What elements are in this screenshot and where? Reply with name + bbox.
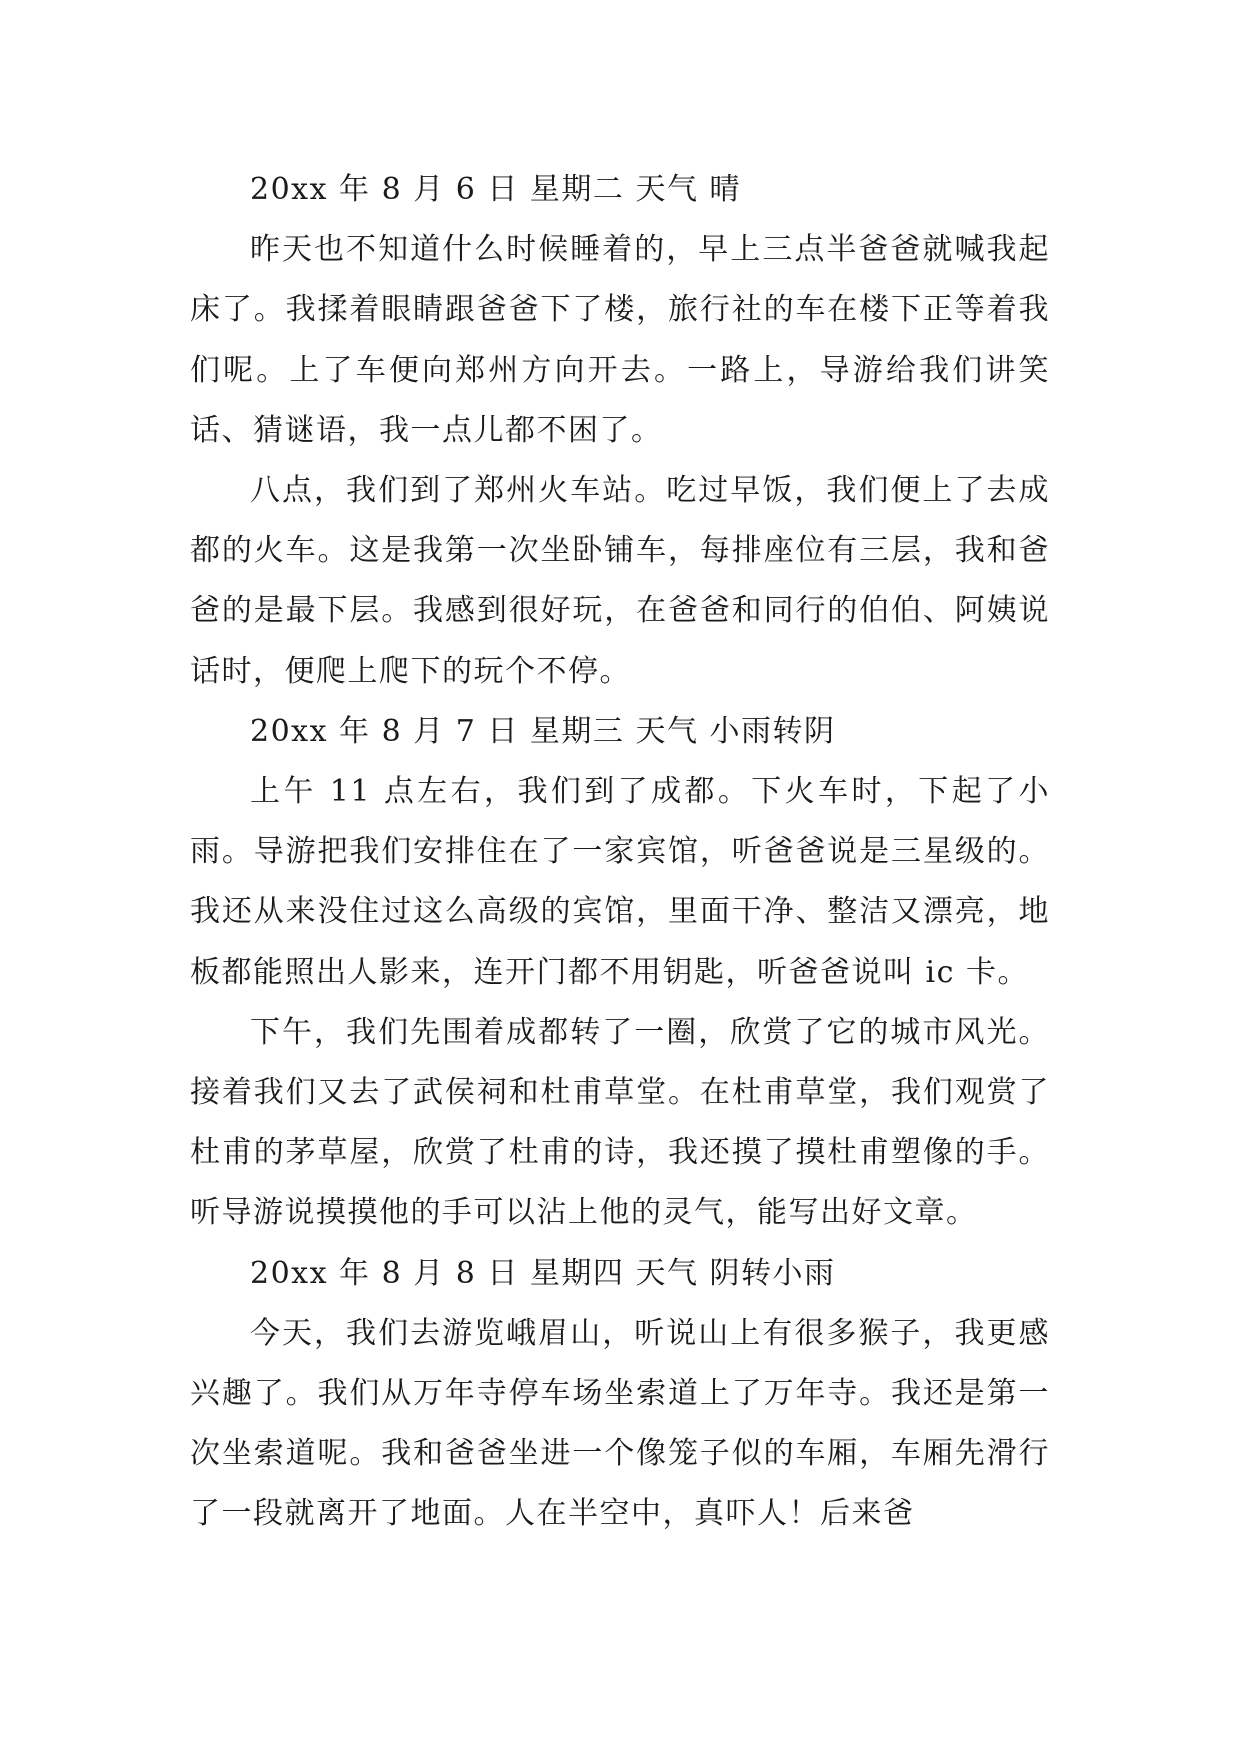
body-paragraph: 今天，我们去游览峨眉山，听说山上有很多猴子，我更感兴趣了。我们从万年寺停车场坐索道上了万年寺。我还是第一次坐索道呢。我和爸爸坐进一个像笼子似的车厢，车厢先滑行了一段就离开了地面。人在半空中，真吓人！后来爸 <box>190 1315 1050 1532</box>
diary-date-heading: 20xx 年 8 月 7 日 星期三 天气 小雨转阴 <box>250 713 836 749</box>
body-paragraph: 下午，我们先围着成都转了一圈，欣赏了它的城市风光。接着我们又去了武侯祠和杜甫草堂。在杜甫草堂，我们观赏了杜甫的茅草屋，欣赏了杜甫的诗，我还摸了摸杜甫塑像的手。听导游说摸摸他的手可以沾上他的灵气，能写出好文章。 <box>190 1014 1050 1231</box>
diary-date-heading: 20xx 年 8 月 6 日 星期二 天气 晴 <box>250 172 741 207</box>
body-paragraph: 上午 11 点左右，我们到了成都。下火车时，下起了小雨。导游把我们安排住在了一家宾馆，听爸爸说是三星级的。我还从来没住过这么高级的宾馆，里面干净、整洁又漂亮，地板都能照出人影来，连开门都不用钥匙，听爸爸说叫 ic 卡。 <box>190 774 1050 990</box>
diary-date-heading: 20xx 年 8 月 8 日 星期四 天气 阴转小雨 <box>250 1255 836 1291</box>
document-body <box>190 160 1050 1545</box>
body-paragraph: 昨天也不知道什么时候睡着的，早上三点半爸爸就喊我起床了。我揉着眼睛跟爸爸下了楼，旅行社的车在楼下正等着我们呢。上了车便向郑州方向开去。一路上，导游给我们讲笑话、猜谜语，我一点儿都不困了。 <box>190 232 1050 448</box>
body-paragraph: 八点，我们到了郑州火车站。吃过早饭，我们便上了去成都的火车。这是我第一次坐卧铺车，每排座位有三层，我和爸爸的是最下层。我感到很好玩，在爸爸和同行的伯伯、阿姨说话时，便爬上爬下的玩个不停。 <box>190 473 1050 689</box>
